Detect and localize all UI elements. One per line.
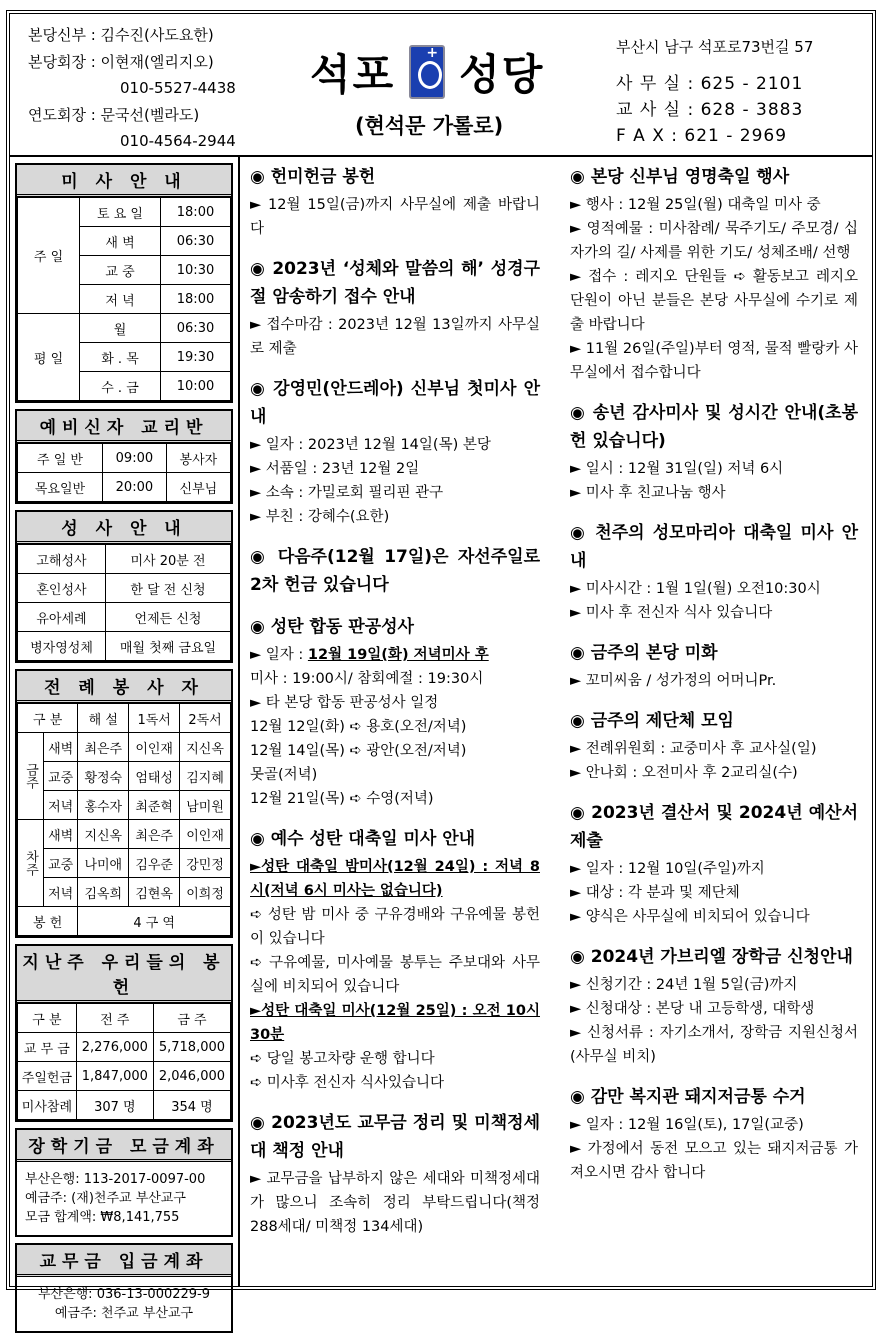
notice-line <box>570 881 858 905</box>
staff-line: 본당신부 : 김수진(사도요한) <box>28 26 214 44</box>
table-cell: 4 구 역 <box>78 907 231 936</box>
tithe-account-title: 교무금 입금계좌 <box>17 1245 231 1277</box>
notice-text: ► 미사시간 : 1월 1일(월) 오전10:30시 <box>570 581 821 597</box>
notice-title: ◉ 다음주(12월 17일)은 자선주일로 2차 헌금 있습니다 <box>250 547 540 595</box>
notice-item <box>570 1083 858 1185</box>
mass-schedule <box>15 163 233 403</box>
table-cell: 354 명 <box>153 1091 230 1120</box>
table-cell: 전 주 <box>76 1004 153 1033</box>
notice-title: ◉ 예수 성탄 대축일 미사 안내 <box>250 829 476 849</box>
notice-text: ► 신청서류 : 자기소개서, 장학금 지원신청서(사무실 비치) <box>570 1025 858 1065</box>
table-row <box>18 473 231 502</box>
table-cell: 저 녁 <box>80 285 161 314</box>
notice-title: ◉ 감만 복지관 돼지저금통 수거 <box>570 1087 806 1107</box>
notice-item <box>570 163 858 385</box>
phone-line: 사 무 실 : 625 - 2101 <box>616 74 804 94</box>
table-cell: 나미애 <box>78 849 129 878</box>
table-cell: 19:30 <box>161 343 231 372</box>
notice-text: ► 영적예물 : 미사참례/ 묵주기도/ 주모경/ 십자가의 길/ 사제를 위한 기도/ 성체조배/ 선행 <box>570 221 858 261</box>
left-sidebar <box>10 157 240 1321</box>
notice-line <box>250 313 540 361</box>
table-cell: 2,276,000 <box>76 1033 153 1062</box>
table-cell: 10:00 <box>161 372 231 401</box>
mass-schedule-title: 미 사 안 내 <box>17 165 231 197</box>
notice-line <box>570 337 858 385</box>
table-cell: 신부님 <box>166 473 230 502</box>
liturgy-servers <box>15 669 233 938</box>
table-cell: 307 명 <box>76 1091 153 1120</box>
title-left: 석포 <box>310 50 396 99</box>
staff-info <box>28 22 236 155</box>
notice-line <box>250 951 540 999</box>
notice-line <box>250 903 540 951</box>
group-label: 차주 <box>18 820 44 907</box>
staff-line: 연도회장 : 문국선(벨라도) <box>28 105 200 124</box>
notice-item <box>570 799 858 929</box>
table-cell: 혼인성사 <box>18 574 106 603</box>
notice-text: ► 교무금을 납부하지 않은 세대와 미책정세대가 많으니 조속히 정리 부탁드립니다(책정 288세대/ 미책정 134세대) <box>250 1171 540 1235</box>
table-row <box>18 632 231 661</box>
table-cell: 김옥희 <box>78 878 129 907</box>
notice-line <box>250 715 540 739</box>
account-line: 예금주: (재)천주교 부산교구 <box>25 1191 186 1206</box>
notice-text: 12월 21일(목) ➪ 수영(저녁) <box>250 791 434 807</box>
notice-line <box>250 763 540 787</box>
notice-text: ► 일시 : 12월 31일(일) 저녁 6시 <box>570 461 784 477</box>
notice-line <box>570 669 858 693</box>
notice-line <box>570 857 858 881</box>
notice-text: ► 양식은 사무실에 비치되어 있습니다 <box>570 909 810 925</box>
notice-title: ◉ 성탄 합동 판공성사 <box>250 617 414 637</box>
notice-line <box>250 643 540 667</box>
table-row <box>18 733 231 762</box>
table-cell: 20:00 <box>102 473 166 502</box>
table-cell: 언제든 신청 <box>106 603 231 632</box>
table-cell: 지신옥 <box>78 820 129 849</box>
table-cell: 구 분 <box>18 1004 77 1033</box>
table-row <box>18 1091 231 1120</box>
table-row <box>18 907 231 936</box>
table-cell: 1,847,000 <box>76 1062 153 1091</box>
notice-text: ► 접수 : 레지오 단원들 ➪ 활동보고 레지오 단원이 아닌 분들은 본당 사무실에 수기로 제출 바랍니다 <box>570 269 858 333</box>
table-cell: 봉사자 <box>166 444 230 473</box>
phone-line: 교 사 실 : 628 - 3883 <box>616 100 804 120</box>
notice-item <box>570 639 858 693</box>
news-column-1 <box>250 163 540 1253</box>
notice-item <box>250 1109 540 1239</box>
notice-line <box>570 1021 858 1069</box>
notice-line <box>250 1167 540 1239</box>
address: 부산시 남구 석포로73번길 57 <box>616 38 814 56</box>
table-cell: 매월 첫째 금요일 <box>106 632 231 661</box>
notice-item <box>250 825 540 1095</box>
notice-text: ► 미사 후 친교나눔 행사 <box>570 485 726 501</box>
table-cell: 06:30 <box>161 314 231 343</box>
table-row <box>18 574 231 603</box>
table-cell: 구 분 <box>18 704 78 733</box>
table-cell: 유아세례 <box>18 603 106 632</box>
notice-line <box>570 905 858 929</box>
notice-text: ➪ 구유예물, 미사예물 봉투는 주보대와 사무실에 비치되어 있습니다 <box>250 955 540 995</box>
notice-title: ◉ 본당 신부님 영명축일 행사 <box>570 167 790 187</box>
notice-text: ►성탄 대축일 밤미사(12월 24일) : 저녁 8시(저녁 6시 미사는 없습니다) <box>250 859 540 899</box>
table-cell: 10:30 <box>161 256 231 285</box>
notice-line <box>250 481 540 505</box>
table-cell: 김우준 <box>129 849 180 878</box>
notice-item <box>570 943 858 1069</box>
notice-title: ◉ 천주의 성모마리아 대축일 미사 안내 <box>570 523 858 571</box>
table-cell: 고해성사 <box>18 545 106 574</box>
notice-text: ► 일자 : 12월 10일(주일)까지 <box>570 861 765 877</box>
notice-title: ◉ 금주의 제단체 모임 <box>570 711 734 731</box>
table-row <box>18 603 231 632</box>
notice-item <box>250 375 540 529</box>
table-cell: 최은주 <box>129 820 180 849</box>
notice-title: ◉ 2023년도 교무금 정리 및 미책정세대 책정 안내 <box>250 1113 540 1161</box>
notice-text: 12월 19일(화) 저녁미사 후 <box>307 647 489 663</box>
table-cell: 최은주 <box>78 733 129 762</box>
table-cell: 병자영성체 <box>18 632 106 661</box>
table-cell: 금 주 <box>153 1004 230 1033</box>
notice-text: ► 11월 26일(주일)부터 영적, 물적 빨랑카 사무실에서 접수합니다 <box>570 341 858 381</box>
table-row <box>18 849 231 878</box>
notice-text: ► 부친 : 강혜수(요한) <box>250 509 390 525</box>
notice-line <box>570 601 858 625</box>
account-line: 모금 합계액: ₩8,141,755 <box>25 1210 180 1225</box>
notice-line <box>250 193 540 241</box>
table-cell: 18:00 <box>161 285 231 314</box>
table-cell: 교 중 <box>80 256 161 285</box>
group-label: 금주 <box>18 733 44 820</box>
catechumen-class <box>15 409 233 504</box>
table-cell: 이인재 <box>180 820 231 849</box>
table-row <box>18 878 231 907</box>
notice-text: ➪ 당일 봉고차량 운행 합니다 <box>250 1051 435 1067</box>
notice-item <box>570 707 858 785</box>
staff-line: 010-4564-2944 <box>120 132 236 150</box>
table-cell: 주일헌금 <box>18 1062 77 1091</box>
table-cell: 2,046,000 <box>153 1062 230 1091</box>
table-cell: 목요일반 <box>18 473 103 502</box>
table-cell: 홍수자 <box>78 791 129 820</box>
notice-title: ◉ 강영민(안드레아) 신부님 첫미사 안내 <box>250 379 540 427</box>
notice-item <box>250 543 540 599</box>
notice-item <box>250 613 540 811</box>
news-column-2 <box>570 163 858 1199</box>
table-cell: 새 벽 <box>80 227 161 256</box>
sacrament-table <box>17 544 231 661</box>
table-cell: 교중 <box>44 849 78 878</box>
notice-text: ► 전례위원회 : 교중미사 후 교사실(일) <box>570 741 817 757</box>
group-label: 주 일 <box>18 198 80 314</box>
notice-text: ► 가정에서 동전 모으고 있는 돼지저금통 가져오시면 감사 합니다 <box>570 1141 858 1181</box>
catechumen-class-title: 예비신자 교리반 <box>17 411 231 443</box>
table-row <box>18 791 231 820</box>
notice-title: ◉ 금주의 본당 미화 <box>570 643 718 663</box>
table-row <box>18 314 231 343</box>
table-cell: 미사참례 <box>18 1091 77 1120</box>
notice-title: ◉ 송년 감사미사 및 성시간 안내(초봉헌 있습니다) <box>570 403 858 451</box>
table-cell: 06:30 <box>161 227 231 256</box>
account-line: 부산은행: 036-13-000229-9 <box>37 1287 211 1302</box>
church-title <box>310 42 544 102</box>
notice-line <box>570 1113 858 1137</box>
notice-text: ► 서품일 : 23년 12월 2일 <box>250 461 420 477</box>
subtitle: (현석문 가롤로) <box>355 114 504 138</box>
table-cell: 엄태성 <box>129 762 180 791</box>
notice-text: ► 대상 : 각 분과 및 제단체 <box>570 885 740 901</box>
notice-text: ► 12월 15일(금)까지 사무실에 제출 바랍니다 <box>250 197 540 237</box>
notice-line <box>250 667 540 691</box>
table-cell: 주 일 반 <box>18 444 103 473</box>
table-cell: 황정숙 <box>78 762 129 791</box>
table-header <box>18 704 231 733</box>
notice-line <box>250 1071 540 1095</box>
table-cell: 교중 <box>44 762 78 791</box>
liturgy-table <box>17 703 231 936</box>
church-logo-icon <box>409 45 445 99</box>
notice-text: ► 꼬미씨움 / 성가정의 어머니Pr. <box>570 673 777 689</box>
notice-text: ➪ 성탄 밤 미사 중 구유경배와 구유예물 봉헌이 있습니다 <box>250 907 540 947</box>
notice-title: ◉ 2023년 결산서 및 2024년 예산서 제출 <box>570 803 858 851</box>
table-cell: 09:00 <box>102 444 166 473</box>
notice-title: ◉ 2023년 ‘성체와 말씀의 해’ 성경구절 암송하기 접수 안내 <box>250 259 540 307</box>
notice-line <box>570 577 858 601</box>
table-cell: 해 설 <box>78 704 129 733</box>
liturgy-servers-title: 전 례 봉 사 자 <box>17 671 231 703</box>
table-row <box>18 762 231 791</box>
notice-line <box>570 481 858 505</box>
table-cell: 봉 헌 <box>18 907 78 936</box>
table-cell: 화 . 목 <box>80 343 161 372</box>
account-line: 부산은행: 113-2017-0097-00 <box>25 1172 206 1187</box>
table-cell: 강민정 <box>180 849 231 878</box>
notice-text: ► 일자 : 12월 16일(토), 17일(교중) <box>570 1117 804 1133</box>
table-cell: 이희정 <box>180 878 231 907</box>
staff-line: 본당회장 : 이현재(엘리지오) <box>28 52 214 71</box>
notice-line <box>570 761 858 785</box>
notice-line <box>250 691 540 715</box>
scholarship-account <box>15 1128 233 1237</box>
table-cell: 2독서 <box>180 704 231 733</box>
notice-text: 미사 : 19:00시/ 참회예절 : 19:30시 <box>250 671 484 687</box>
notice-line <box>570 193 858 217</box>
contact-info <box>616 36 813 149</box>
table-row <box>18 1033 231 1062</box>
notice-text: ► 일자 : 2023년 12월 14일(목) 본당 <box>250 437 491 453</box>
notice-text: ► 신청대상 : 본당 내 고등학생, 대학생 <box>570 1001 815 1017</box>
table-cell: 저녁 <box>44 878 78 907</box>
notice-item <box>570 399 858 505</box>
table-row <box>18 444 231 473</box>
tithe-account <box>15 1243 233 1333</box>
table-cell: 5,718,000 <box>153 1033 230 1062</box>
table-cell: 이인재 <box>129 733 180 762</box>
title-right: 성당 <box>459 50 545 99</box>
scholarship-account-title: 장학기금 모금계좌 <box>17 1130 231 1162</box>
table-row <box>18 545 231 574</box>
notice-line <box>250 739 540 763</box>
table-cell: 토 요 일 <box>80 198 161 227</box>
notice-text: ► 소속 : 가밀로회 필리핀 관구 <box>250 485 444 501</box>
notice-line <box>570 997 858 1021</box>
notice-text: 못골(저녁) <box>250 767 318 783</box>
sacrament-info <box>15 510 233 663</box>
notice-text: ► 접수마감 : 2023년 12월 13일까지 사무실로 제출 <box>250 317 540 357</box>
notice-text: 12월 12일(화) ➪ 용호(오전/저녁) <box>250 719 467 735</box>
table-cell: 1독서 <box>129 704 180 733</box>
notice-line <box>250 787 540 811</box>
mass-table <box>17 197 231 401</box>
notice-line <box>570 217 858 265</box>
catechumen-table <box>17 443 231 502</box>
notice-title: ◉ 2024년 가브리엘 장학금 신청안내 <box>570 947 853 967</box>
weekly-offerings-title: 지난주 우리들의 봉헌 <box>17 946 231 1003</box>
notice-text: ► 일자 : <box>250 647 308 663</box>
notice-line <box>250 457 540 481</box>
table-cell: 남미원 <box>180 791 231 820</box>
sacrament-info-title: 성 사 안 내 <box>17 512 231 544</box>
notice-title: ◉ 헌미헌금 봉헌 <box>250 167 376 187</box>
table-cell: 새벽 <box>44 820 78 849</box>
table-cell: 김현옥 <box>129 878 180 907</box>
notice-item <box>250 255 540 361</box>
notice-line <box>570 973 858 997</box>
account-line: 예금주: 천주교 부산교구 <box>54 1306 194 1321</box>
table-cell: 최준혁 <box>129 791 180 820</box>
group-label: 평 일 <box>18 314 80 401</box>
account-info <box>17 1162 231 1235</box>
notice-line <box>570 1137 858 1185</box>
notice-line <box>570 265 858 337</box>
table-header <box>18 1004 231 1033</box>
table-cell: 수 . 금 <box>80 372 161 401</box>
notice-line <box>570 737 858 761</box>
notice-line <box>250 505 540 529</box>
table-cell: 지신옥 <box>180 733 231 762</box>
notice-line <box>250 855 540 903</box>
offerings-table <box>17 1003 231 1120</box>
table-cell: 18:00 <box>161 198 231 227</box>
table-cell: 저녁 <box>44 791 78 820</box>
account-info <box>17 1277 231 1331</box>
header <box>10 14 872 157</box>
notice-line <box>250 433 540 457</box>
table-row <box>18 820 231 849</box>
notice-line <box>250 1047 540 1071</box>
table-cell: 월 <box>80 314 161 343</box>
table-cell: 미사 20분 전 <box>106 545 231 574</box>
notice-text: ➪ 미사후 전신자 식사있습니다 <box>250 1075 445 1091</box>
notice-text: 12월 14일(목) ➪ 광안(오전/저녁) <box>250 743 467 759</box>
staff-line: 010-5527-4438 <box>120 79 236 97</box>
notice-item <box>250 163 540 241</box>
table-row <box>18 198 231 227</box>
notice-line <box>570 457 858 481</box>
table-cell: 김지혜 <box>180 762 231 791</box>
notice-text: ►성탄 대축일 미사(12월 25일) : 오전 10시 30분 <box>250 1003 540 1043</box>
table-cell: 교 무 금 <box>18 1033 77 1062</box>
notice-line <box>250 999 540 1047</box>
notice-text: ► 타 본당 합동 판공성사 일정 <box>250 695 439 711</box>
notice-text: ► 미사 후 전신자 식사 있습니다 <box>570 605 773 621</box>
notice-text: ► 신청기간 : 24년 1월 5일(금)까지 <box>570 977 798 993</box>
table-cell: 한 달 전 신청 <box>106 574 231 603</box>
weekly-offerings <box>15 944 233 1122</box>
table-cell: 새벽 <box>44 733 78 762</box>
notice-text: ► 안나회 : 오전미사 후 2교리실(수) <box>570 765 798 781</box>
phone-line: F A X : 621 - 2969 <box>616 126 788 146</box>
notice-text: ► 행사 : 12월 25일(월) 대축일 미사 중 <box>570 197 821 213</box>
phone-list <box>616 71 813 149</box>
table-row <box>18 1062 231 1091</box>
notice-item <box>570 519 858 625</box>
